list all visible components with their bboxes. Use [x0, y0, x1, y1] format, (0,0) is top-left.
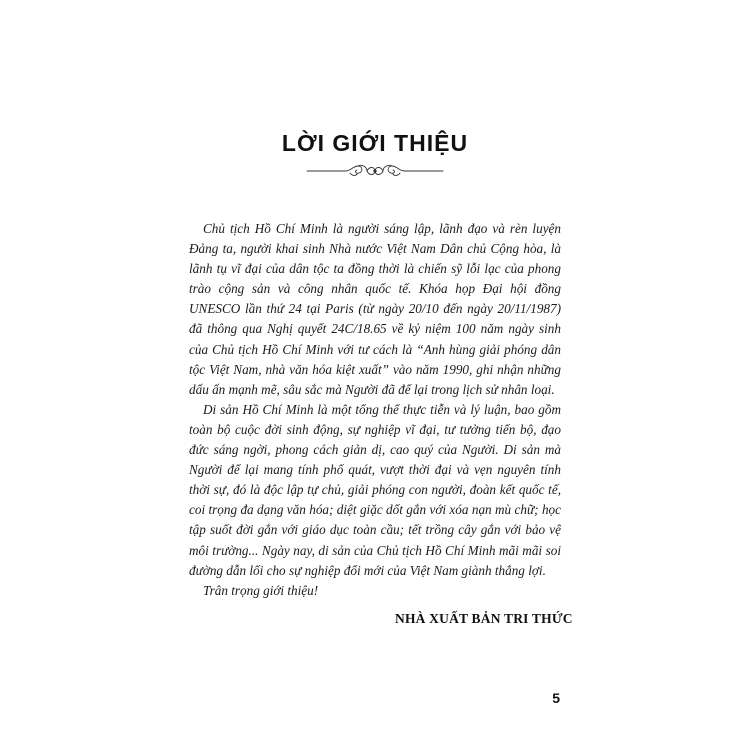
- paragraph-3: Trân trọng giới thiệu!: [203, 582, 319, 598]
- page-number: 5: [552, 690, 560, 706]
- publisher-signature: NHÀ XUẤT BẢN TRI THỨC: [395, 611, 573, 626]
- page-title: LỜI GIỚI THIỆU: [281, 130, 469, 156]
- scroll-flourish-ornament-icon: [305, 162, 445, 180]
- paragraph-2: Di sản Hồ Chí Minh là một tổng thể thực tiễn và lý luận, bao gồm toàn bộ cuộc đời sinh động, sự nghiệp vĩ đại, tư tưởng tiến bộ, đạo đức sáng ngời, phong cách giản dị, cao quý của Người. Di sản mà Người để lại mang tính phổ quát, vượt thời đại và vẹn nguyên tính thời sự, đó là độc lập tự chủ, giải phóng con người, đoàn kết quốc tế, coi trọng đa dạng văn hóa; diệt giặc dốt gắn với xóa nạn mù chữ; học tập suốt đời gắn với giáo dục toàn cầu; tết trồng cây gắn với bảo vệ môi trường... Ngày nay, di sản của Chủ tịch Hồ Chí Minh mãi mãi soi đường dẫn lối cho sự nghiệp đổi mới của Việt Nam giành thắng lợi.: [189, 401, 561, 578]
- introduction-body: [189, 219, 561, 601]
- paragraph-1: Chủ tịch Hồ Chí Minh là người sáng lập, lãnh đạo và rèn luyện Đảng ta, người khai sinh Nhà nước Việt Nam Dân chủ Cộng hòa, là lãnh tụ vĩ đại của dân tộc ta đồng thời là chiến sỹ lỗi lạc của phong trào cộng sản và công nhân quốc tế. Khóa họp Đại hội đồng UNESCO lần thứ 24 tại Paris (từ ngày 20/10 đến ngày 20/11/1987) đã thông qua Nghị quyết 24C/18.65 về kỷ niệm 100 năm ngày sinh của Chủ tịch Hồ Chí Minh với tư cách là “Anh hùng giải phóng dân tộc Việt Nam, nhà văn hóa kiệt xuất” vào năm 1990, ghi nhận những dấu ấn mạnh mẽ, sâu sắc mà Người đã để lại trong lịch sử nhân loại.: [189, 221, 561, 397]
